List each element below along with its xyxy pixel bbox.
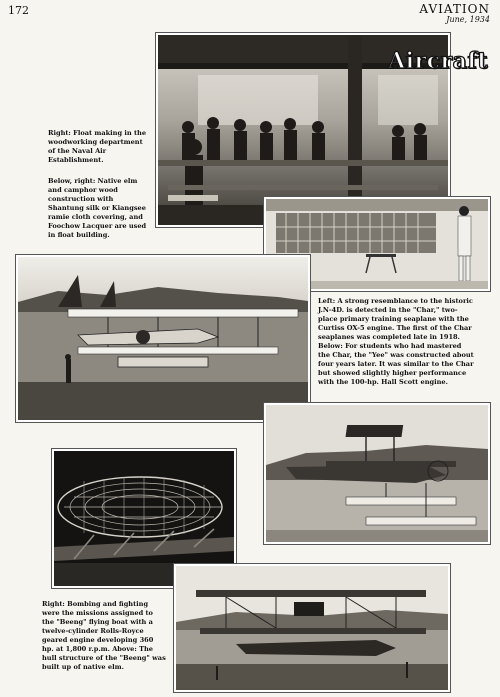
caption-elm-construction: Below, right: Native elm and camphor wood construction with Shantung silk or Kiangsee ramie cloth covering, and Foochow Lacquer are used in float building. [48,177,147,239]
issue-date: June, 1934 [446,15,490,24]
caption-char-seaplane: Left: A strong resemblance to the historic J.N-4D. is detected in the "Char," two-place primary training seaplane with the Curtiss OX-5 engine. The first of the Char seaplanes was completed late in 1918. Below: For students who had mastered the Char, the "Yee" was constructed about four years later. It was similar to the Char but showed slightly higher performance with the 100-hp. Hall Scott engine. [318,297,474,386]
photo-yee-seaplane [264,403,490,544]
beeng-flying-boat-image [176,566,448,690]
photo-beeng-flying-boat [174,564,450,692]
yee-seaplane-image [266,405,488,542]
photo-char-seaplane [16,255,310,422]
magazine-name: AVIATION [419,2,490,16]
section-title: Aircraft [388,48,488,74]
char-seaplane-image [18,257,308,420]
page-number: 172 [8,4,29,17]
caption-bombing-boat: Right: Bombing and fighting were the missions assigned to the "Beeng" flying boat with a twelve-cylinder Rolls-Royce geared engine developing 360 hp. at 1,800 r.p.m. Above: The hull structure of the "Beeng" was built up of native elm. [42,600,166,671]
caption-float-making: Right: Float making in the woodworking department of the Naval Air Establishment. [48,129,147,164]
masthead [419,3,490,24]
